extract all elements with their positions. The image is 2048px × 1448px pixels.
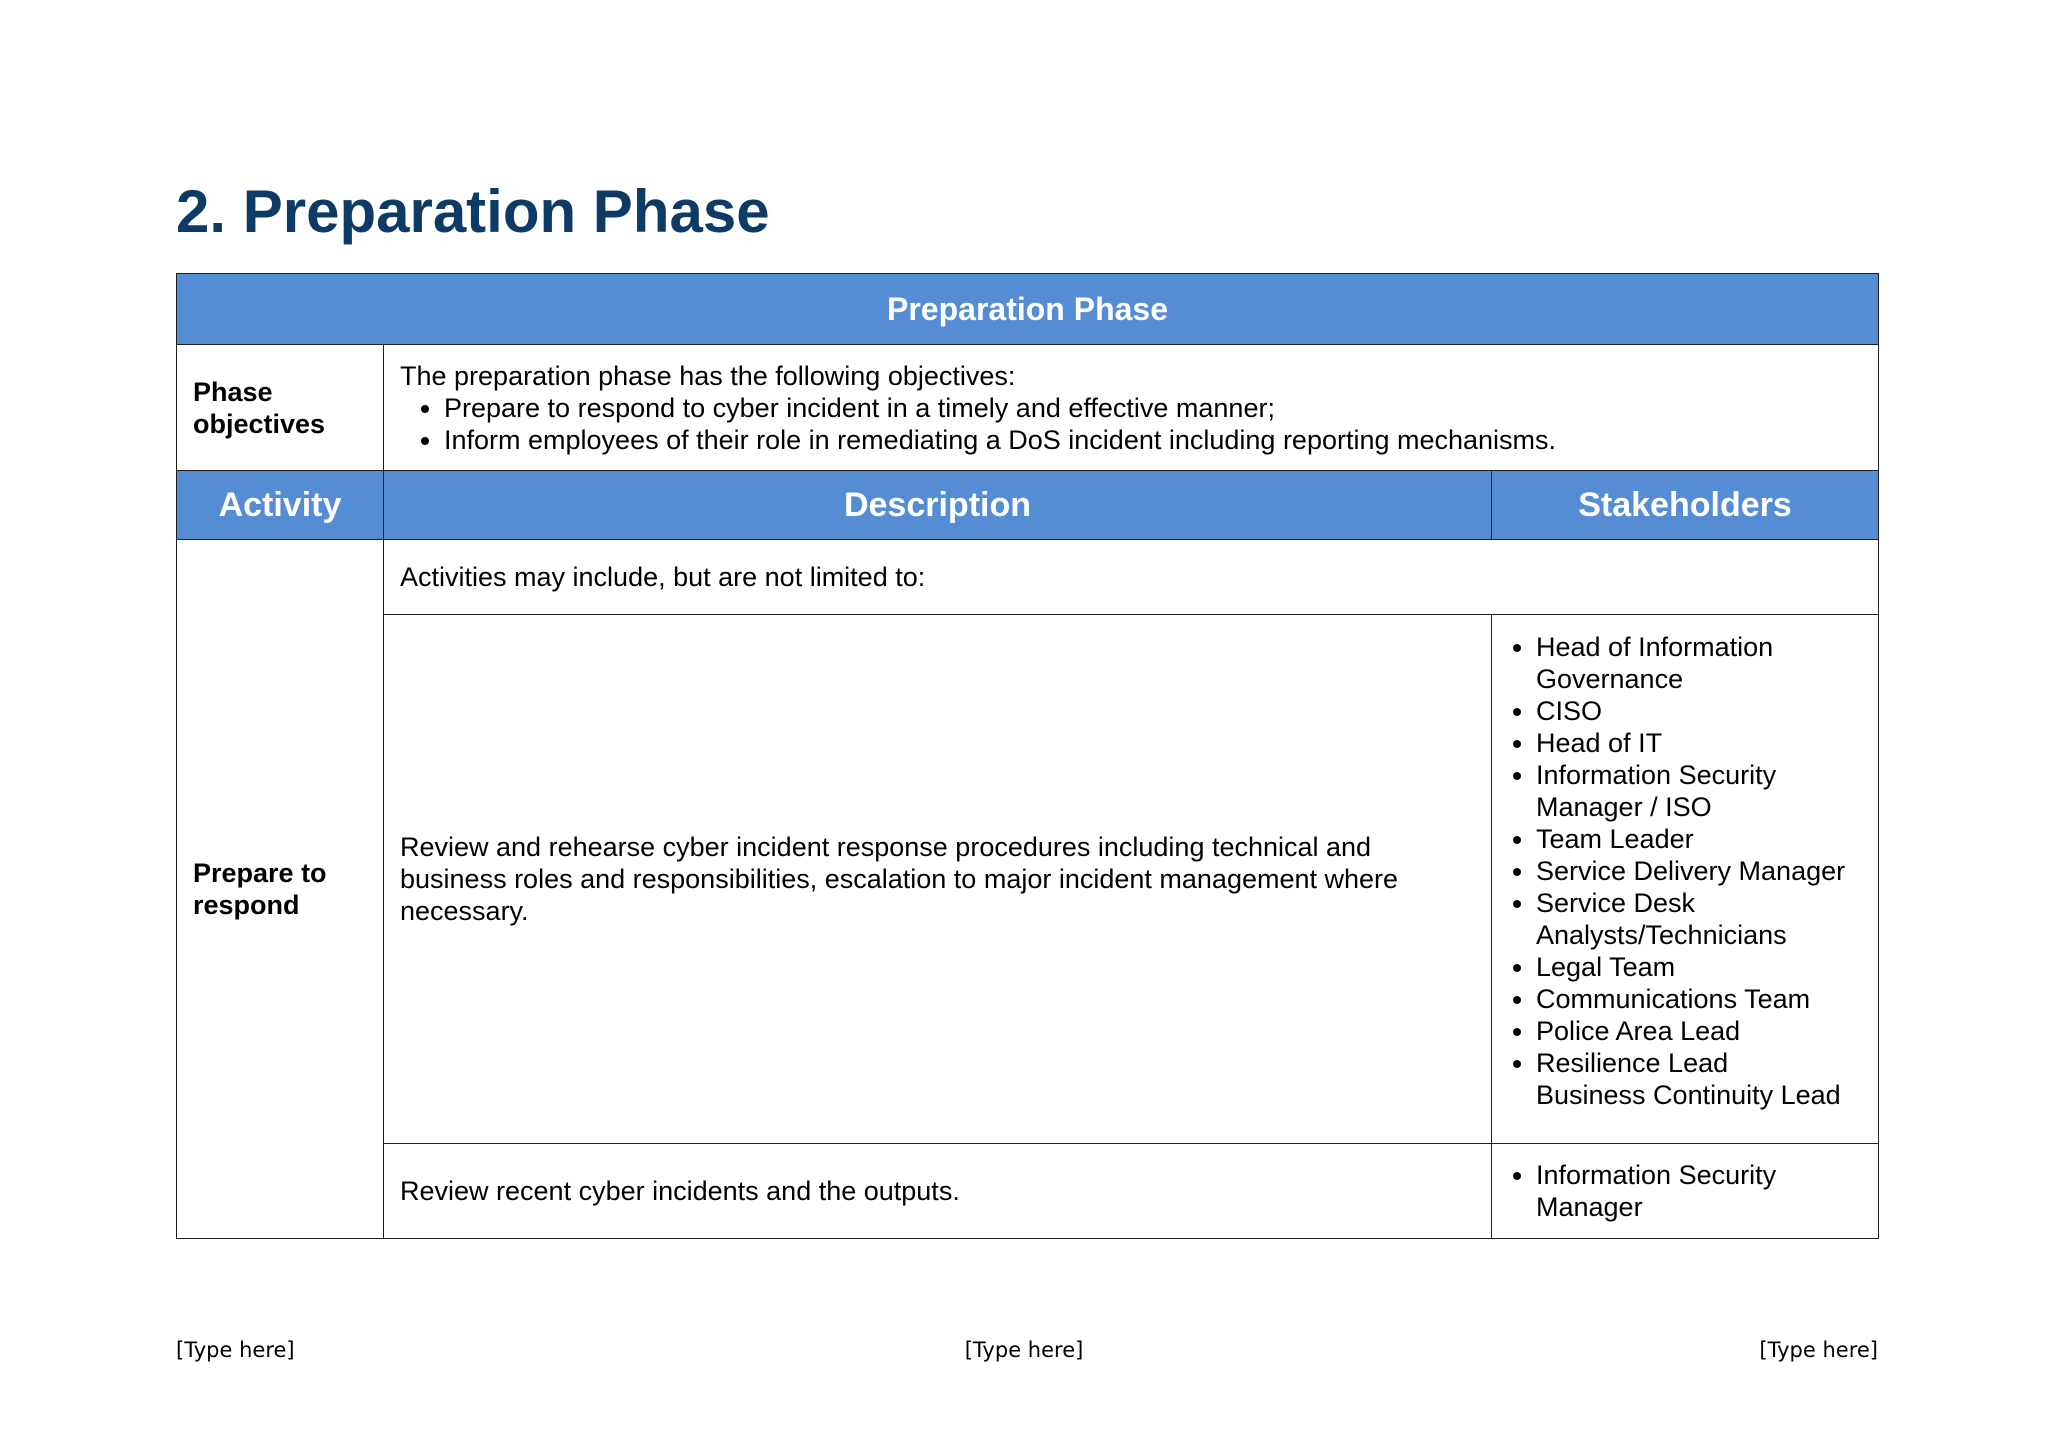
- objectives-row: [177, 345, 1879, 471]
- activity-column-header: Activity: [177, 471, 384, 540]
- table-row: [177, 540, 1879, 615]
- list-item: • Resilience Lead: [1536, 1047, 1864, 1079]
- list-item: • Information Security Manager: [1536, 1159, 1864, 1223]
- footer-left: [Type here]: [176, 1338, 295, 1362]
- list-item: • Service Delivery Manager: [1536, 855, 1864, 887]
- table-title: Preparation Phase: [177, 274, 1879, 345]
- list-item: • CISO: [1536, 695, 1864, 727]
- table-row: [177, 615, 1879, 1144]
- column-header-row: [177, 471, 1879, 540]
- objectives-label: Phase objectives: [177, 345, 384, 471]
- stakeholder-continuation: Business Continuity Lead: [1536, 1080, 1841, 1110]
- table-title-row: [177, 274, 1879, 345]
- list-item: • Communications Team: [1536, 983, 1864, 1015]
- stakeholders-list: [1492, 631, 1864, 1079]
- stakeholders-list: [1492, 1159, 1864, 1223]
- stakeholders-cell: [1492, 615, 1879, 1144]
- description-cell: Review recent cyber incidents and the outputs.: [384, 1144, 1492, 1239]
- list-item: • Information Security Manager / ISO: [1536, 759, 1864, 823]
- table-row: [177, 1144, 1879, 1239]
- list-item: • Service Desk Analysts/Technicians: [1536, 887, 1864, 951]
- activity-label: Prepare to respond: [177, 540, 384, 1239]
- list-item: • Head of IT: [1536, 727, 1864, 759]
- objectives-cell: [384, 345, 1879, 471]
- page-title: 2. Preparation Phase: [176, 178, 770, 245]
- activities-intro: Activities may include, but are not limited to:: [384, 540, 1879, 615]
- list-item: • Team Leader: [1536, 823, 1864, 855]
- list-item: • Head of Information Governance: [1536, 631, 1864, 695]
- list-item: • Inform employees of their role in remediating a DoS incident including reporting mechanisms.: [444, 424, 1864, 456]
- stakeholders-column-header: Stakeholders: [1492, 471, 1879, 540]
- list-item: • Legal Team: [1536, 951, 1864, 983]
- stakeholders-cell: [1492, 1144, 1879, 1239]
- objectives-list: [400, 392, 1864, 456]
- list-item: • Police Area Lead: [1536, 1015, 1864, 1047]
- objectives-intro: The preparation phase has the following objectives:: [400, 360, 1016, 391]
- footer-center: [Type here]: [964, 1338, 1084, 1362]
- list-item: • Prepare to respond to cyber incident in a timely and effective manner;: [444, 392, 1864, 424]
- description-cell: Review and rehearse cyber incident response procedures including technical and business roles and responsibilities, escalation to major incident management where necessary.: [384, 615, 1492, 1144]
- preparation-phase-table: [176, 273, 1879, 1239]
- footer-right: [Type here]: [1759, 1338, 1878, 1362]
- description-column-header: Description: [384, 471, 1492, 540]
